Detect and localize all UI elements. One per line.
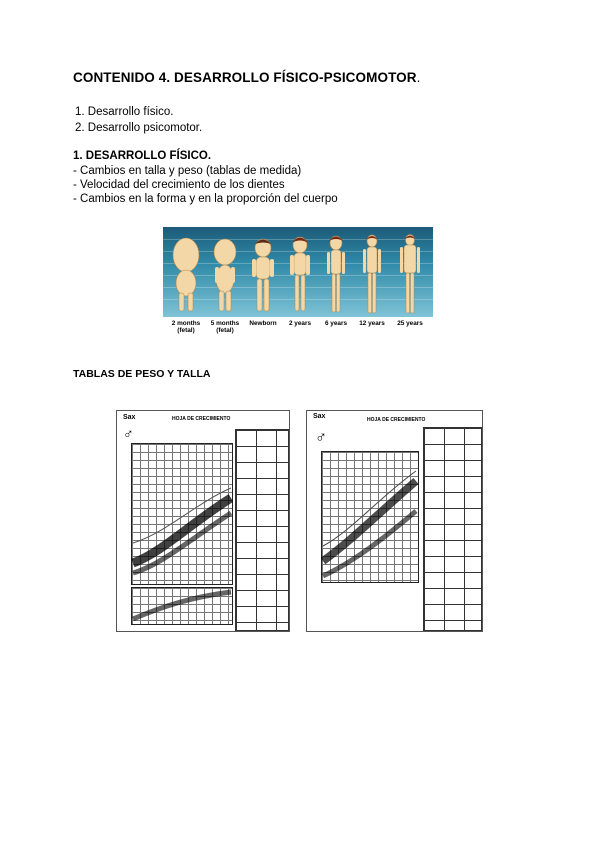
- tables-heading: TABLAS DE PESO Y TALLA: [73, 368, 211, 380]
- bullet-list: [73, 164, 338, 206]
- figure-label: 5 months (fetal): [210, 320, 240, 334]
- chart-header: HOJA DE CRECIMIENTO: [367, 417, 426, 423]
- growth-curves: [321, 451, 419, 583]
- figure-label: 12 years: [359, 320, 385, 327]
- figure-fetus-5-months: [210, 235, 240, 315]
- growth-curves: [131, 443, 233, 585]
- document-title: CONTENIDO 4. DESARROLLO FÍSICO-PSICOMOTOR.: [73, 70, 421, 85]
- figure-label: 25 years: [397, 320, 423, 327]
- chart-side-table: [235, 429, 289, 631]
- growth-chart-right: [306, 410, 483, 632]
- chart-header: HOJA DE CRECIMIENTO: [172, 416, 231, 422]
- male-symbol-icon: ♂: [123, 425, 134, 441]
- figure-newborn: [249, 235, 277, 315]
- figure-6-years: [324, 233, 348, 315]
- bullet-item: - Velocidad del crecimiento de los dientes: [73, 179, 285, 191]
- figure-fetus-2-months: [171, 233, 201, 315]
- growth-chart-left: [116, 410, 290, 632]
- figure-25-years: [399, 233, 421, 315]
- figure-label: 2 years: [288, 320, 312, 327]
- figure-12-years: [361, 233, 383, 315]
- toc-item: 1. Desarrollo físico.: [75, 106, 174, 118]
- figure-label: 2 months (fetal): [171, 320, 201, 334]
- figure-label: Newborn: [249, 320, 277, 327]
- body-proportion-figure: [163, 227, 433, 345]
- male-symbol-icon: ♂: [315, 429, 327, 446]
- chart-side-table: [423, 427, 482, 631]
- toc-item: 2. Desarrollo psicomotor.: [75, 122, 203, 134]
- figure-2-years: [287, 233, 313, 315]
- bullet-item: - Cambios en talla y peso (tablas de medida): [73, 165, 302, 177]
- chart-brand: Sax: [123, 414, 136, 421]
- section-heading: 1. DESARROLLO FÍSICO.: [73, 150, 212, 162]
- figure-label: 6 years: [324, 320, 348, 327]
- bullet-item: - Cambios en la forma y en la proporción del cuerpo: [73, 193, 338, 205]
- table-of-contents: [75, 104, 202, 136]
- growth-curves-lower: [131, 587, 233, 625]
- chart-brand: Sax: [313, 413, 326, 420]
